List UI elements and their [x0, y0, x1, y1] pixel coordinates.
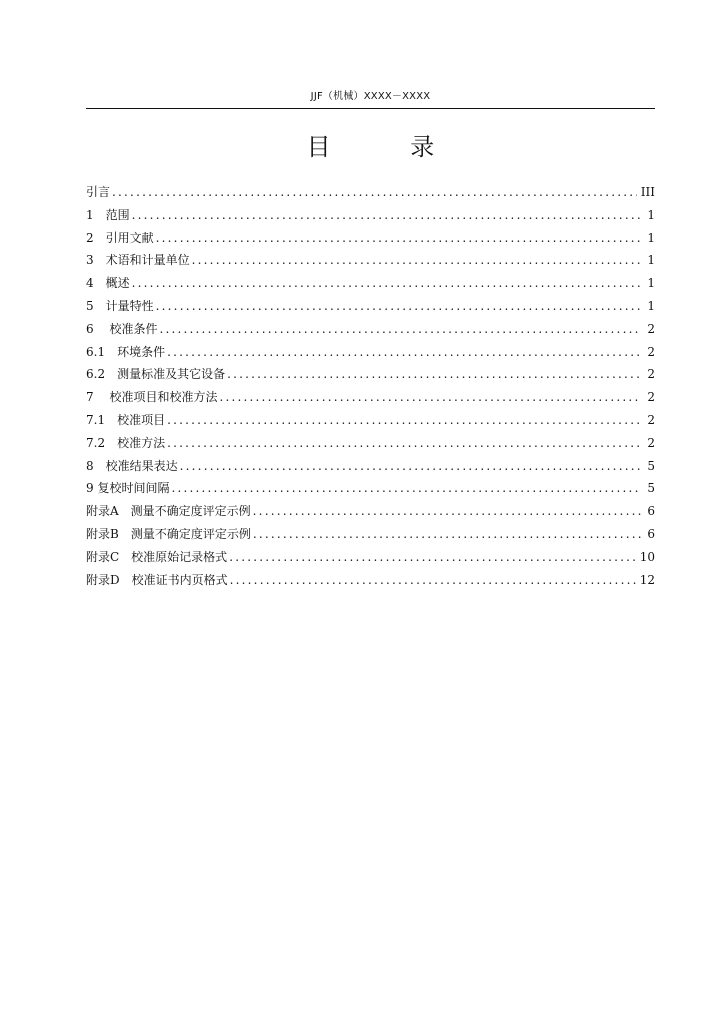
toc-leader-dots: [229, 546, 636, 569]
toc-leader-dots: [230, 569, 636, 592]
toc-entry-terms-units[interactable]: [86, 249, 655, 272]
toc-entry-page: 2: [647, 321, 655, 336]
toc-leader-dots: [132, 272, 641, 295]
toc-entry-page: 2: [647, 412, 655, 427]
toc-entry-label: 9 复校时间间隔: [86, 481, 170, 496]
toc-entry-label: 附录B 测量不确定度评定示例: [86, 526, 251, 541]
toc-entry-calibration-items[interactable]: [86, 409, 655, 432]
toc-entry-page: 6: [647, 526, 655, 541]
toc-entry-environmental-conditions[interactable]: [86, 341, 655, 364]
toc-entry-overview[interactable]: [86, 272, 655, 295]
toc-leader-dots: [227, 363, 641, 386]
toc-entry-recalibration-interval[interactable]: [86, 477, 655, 500]
toc-entry-page: 10: [639, 549, 655, 564]
toc-entry-label: 6.2 测量标准及其它设备: [86, 367, 226, 382]
toc-entry-appendix-b[interactable]: [86, 523, 655, 546]
toc-leader-dots: [167, 432, 641, 455]
toc-entry-page: 6: [647, 504, 655, 519]
table-of-contents: [86, 181, 655, 591]
toc-leader-dots: [192, 249, 641, 272]
toc-title: 目 录: [306, 133, 471, 161]
toc-leader-dots: [156, 227, 641, 250]
toc-entry-calibration-conditions[interactable]: [86, 318, 655, 341]
toc-entry-page: 1: [647, 276, 655, 291]
toc-leader-dots: [112, 181, 637, 204]
toc-leader-dots: [171, 477, 641, 500]
toc-entry-label: 附录D 校准证书内页格式: [86, 572, 228, 587]
toc-entry-label: 引言: [86, 185, 111, 199]
toc-entry-page: 1: [647, 298, 655, 313]
toc-entry-metrological-characteristics[interactable]: [86, 295, 655, 318]
toc-entry-page: 5: [647, 458, 655, 473]
toc-entry-page: 5: [647, 481, 655, 496]
toc-entry-measurement-standards[interactable]: [86, 363, 655, 386]
toc-entry-references[interactable]: [86, 227, 655, 250]
toc-entry-page: III: [640, 185, 655, 199]
toc-entry-label: 8 校准结果表达: [86, 458, 178, 473]
toc-entry-label: 6.1 环境条件: [86, 344, 166, 359]
toc-leader-dots: [253, 500, 641, 523]
toc-entry-label: 6 校准条件: [86, 321, 158, 336]
toc-leader-dots: [167, 341, 641, 364]
page-header-doc-code: JJF（机械）XXXX－XXXX: [310, 91, 431, 102]
toc-leader-dots: [253, 523, 641, 546]
toc-entry-calibration-items-methods[interactable]: [86, 386, 655, 409]
toc-entry-label: 附录C 校准原始记录格式: [86, 549, 228, 564]
toc-entry-page: 2: [647, 390, 655, 405]
toc-leader-dots: [132, 204, 641, 227]
toc-leader-dots: [156, 295, 641, 318]
toc-entry-page: 1: [647, 207, 655, 222]
toc-entry-scope[interactable]: [86, 204, 655, 227]
toc-entry-calibration-methods[interactable]: [86, 432, 655, 455]
toc-entry-page: 2: [647, 435, 655, 450]
toc-leader-dots: [219, 386, 641, 409]
toc-entry-results-expression[interactable]: [86, 455, 655, 478]
toc-entry-page: 1: [647, 253, 655, 268]
toc-entry-label: 附录A 测量不确定度评定示例: [86, 504, 251, 519]
toc-entry-appendix-c[interactable]: [86, 546, 655, 569]
toc-entry-page: 1: [647, 230, 655, 245]
toc-entry-label: 1 范围: [86, 207, 130, 222]
toc-entry-label: 4 概述: [86, 276, 130, 291]
toc-leader-dots: [180, 455, 641, 478]
toc-entry-label: 3 术语和计量单位: [86, 253, 190, 268]
toc-entry-appendix-d[interactable]: [86, 569, 655, 592]
toc-entry-label: 7.2 校准方法: [86, 435, 166, 450]
toc-entry-label: 2 引用文献: [86, 230, 154, 245]
toc-entry-label: 7.1 校准项目: [86, 412, 166, 427]
toc-entry-appendix-a[interactable]: [86, 500, 655, 523]
toc-entry-page: 2: [647, 344, 655, 359]
toc-entry-label: 5 计量特性: [86, 298, 154, 313]
toc-leader-dots: [159, 318, 641, 341]
toc-entry-page: 2: [647, 367, 655, 382]
toc-leader-dots: [167, 409, 641, 432]
toc-entry-page: 12: [639, 572, 655, 587]
toc-entry-label: 7 校准项目和校准方法: [86, 390, 218, 405]
header-divider: [86, 108, 655, 109]
toc-entry-foreword[interactable]: [86, 181, 655, 204]
